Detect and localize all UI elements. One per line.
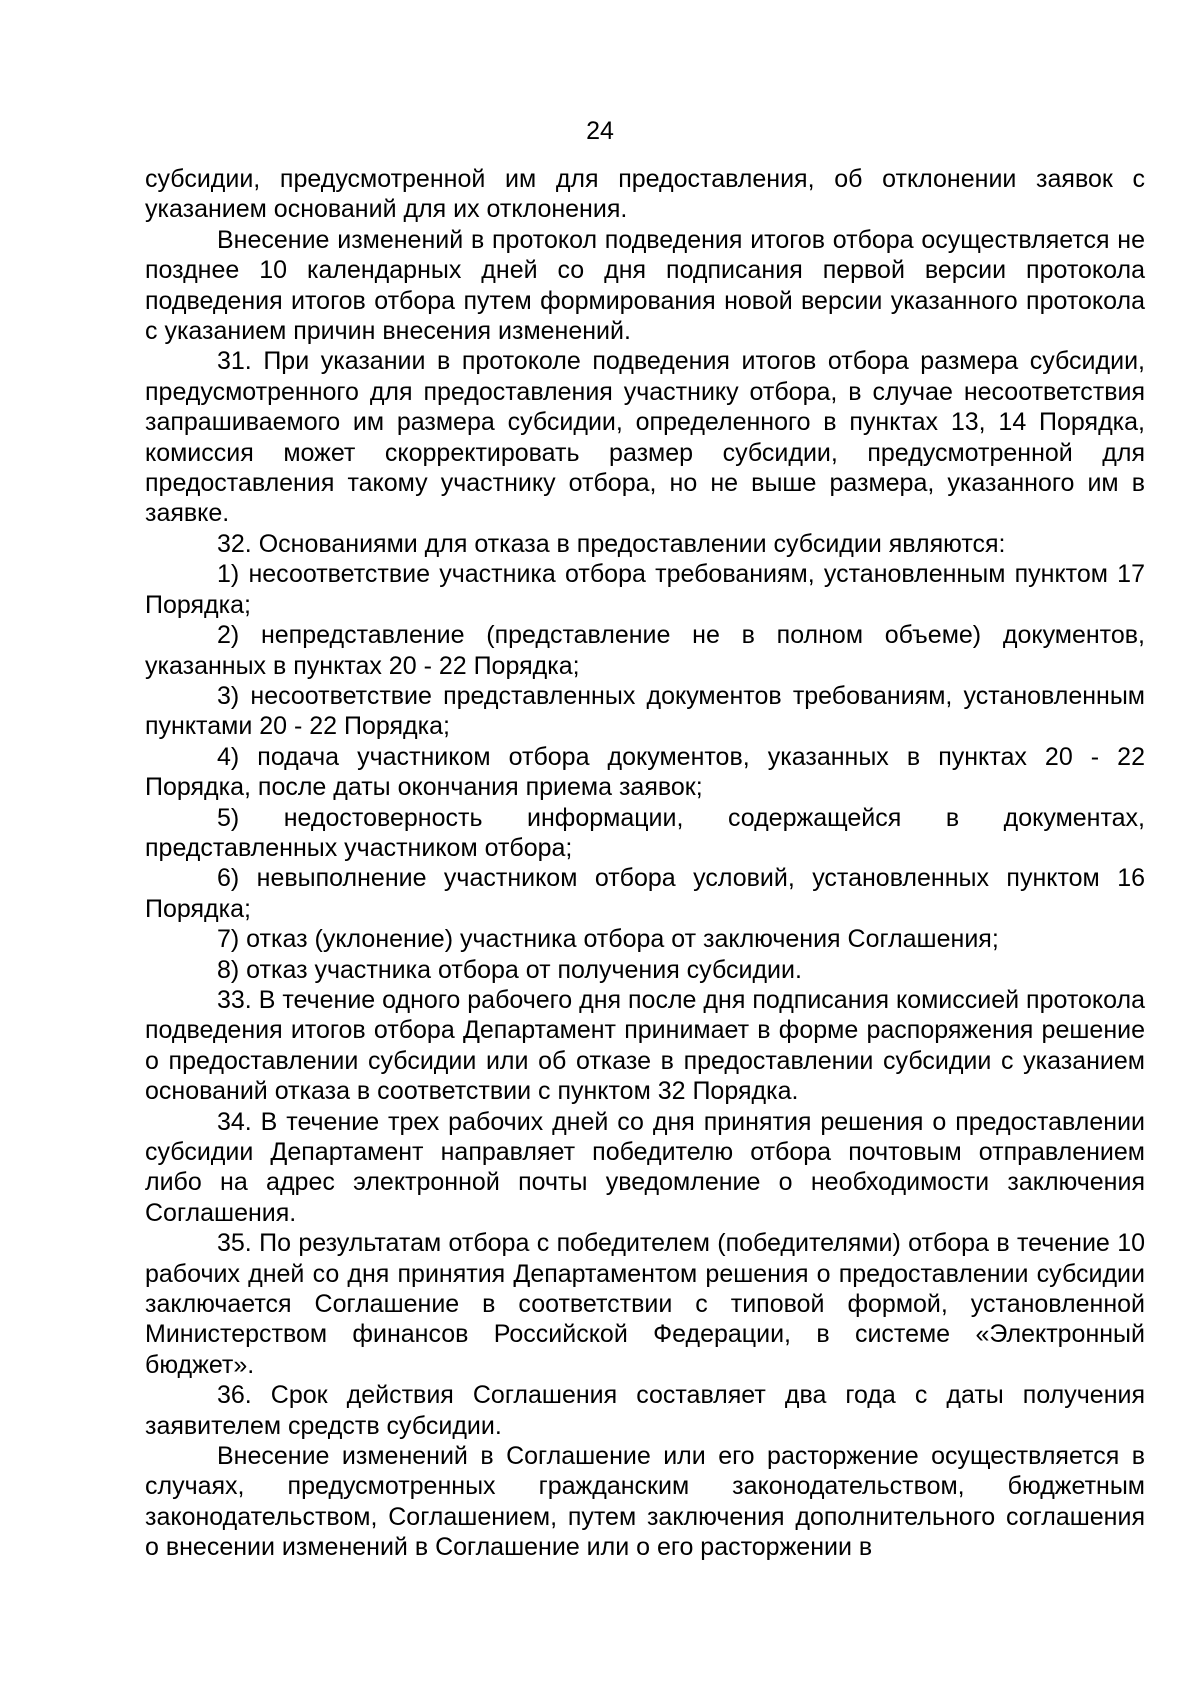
paragraph-4: 32. Основаниями для отказа в предоставлении субсидии являются: (217, 529, 1006, 558)
paragraph-15: 35. По результатам отбора с победителем (победителями) отбора в течение 10 рабочих дней со дня принятия Департаментом решения о предоставлении субсидии заключается Соглашение в соответствии с типовой формой, установленной Министерством финансов Российской Федерации, в системе «Электронный бюджет». (145, 1229, 1145, 1379)
paragraph-17: Внесение изменений в Соглашение или его расторжение осуществляется в случаях, предусмотренных гражданским законодательством, бюджетным законодательством, Соглашением, путем заключения дополнительного соглашения о внесении изменений в Соглашение или о его расторжении в (145, 1442, 1145, 1562)
paragraph-8: 4) подача участником отбора документов, указанных в пунктах 20 - 22 Порядка, после даты окончания приема заявок; (145, 742, 1145, 802)
paragraph-14: 34. В течение трех рабочих дней со дня принятия решения о предоставлении субсидии Департамент направляет победителю отбора почтовым отправлением либо на адрес электронной почты уведомление о необходимости заключения Соглашения. (145, 1107, 1145, 1227)
paragraph-5: 1) несоответствие участника отбора требованиям, установленным пунктом 17 Порядка; (145, 560, 1145, 619)
paragraph-12: 8) отказ участника отбора от получения субсидии. (217, 955, 802, 984)
paragraph-13: 33. В течение одного рабочего дня после дня подписания комиссией протокола подведения итогов отбора Департамент принимает в форме распоряжения решение о предоставлении субсидии или об отказе в предоставлении субсидии с указанием оснований отказа в соответствии с пунктом 32 Порядка. (145, 985, 1145, 1106)
paragraph-3: 31. При указании в протоколе подведения итогов отбора размера субсидии, предусмотренного для предоставления участнику отбора, в случае несоответствия запрашиваемого им размера субсидии, определенного в пунктах 13, 14 Порядка, комиссия может скорректировать размер субсидии, предусмотренной для предоставления такому участнику отбора, но не выше размера, указанного им в заявке. (145, 347, 1145, 528)
paragraph-11: 7) отказ (уклонение) участника отбора от заключения Соглашения; (217, 925, 999, 954)
paragraph-9: 5) недостоверность информации, содержащейся в документах, представленных участником отбора; (145, 803, 1145, 862)
paragraph-6: 2) непредставление (представление не в полном объеме) документов, указанных в пунктах 20 - 22 Порядка; (145, 621, 1145, 680)
paragraph-2: Внесение изменений в протокол подведения итогов отбора осуществляется не позднее 10 календарных дней со дня подписания первой версии протокола подведения итогов отбора путем формирования новой версии указанного протокола с указанием причин внесения изменений. (145, 225, 1145, 346)
page-number: 24 (586, 117, 614, 145)
paragraph-7: 3) несоответствие представленных документов требованиям, установленным пунктами 20 - 22 Порядка; (145, 681, 1145, 741)
paragraph-16: 36. Срок действия Соглашения составляет два года с даты получения заявителем средств субсидии. (145, 1381, 1145, 1440)
paragraph-10: 6) невыполнение участником отбора условий, установленных пунктом 16 Порядка; (145, 864, 1145, 923)
document-body (145, 164, 1145, 1563)
paragraph-1: субсидии, предусмотренной им для предоставления, об отклонении заявок с указанием оснований для их отклонения. (145, 165, 1145, 224)
